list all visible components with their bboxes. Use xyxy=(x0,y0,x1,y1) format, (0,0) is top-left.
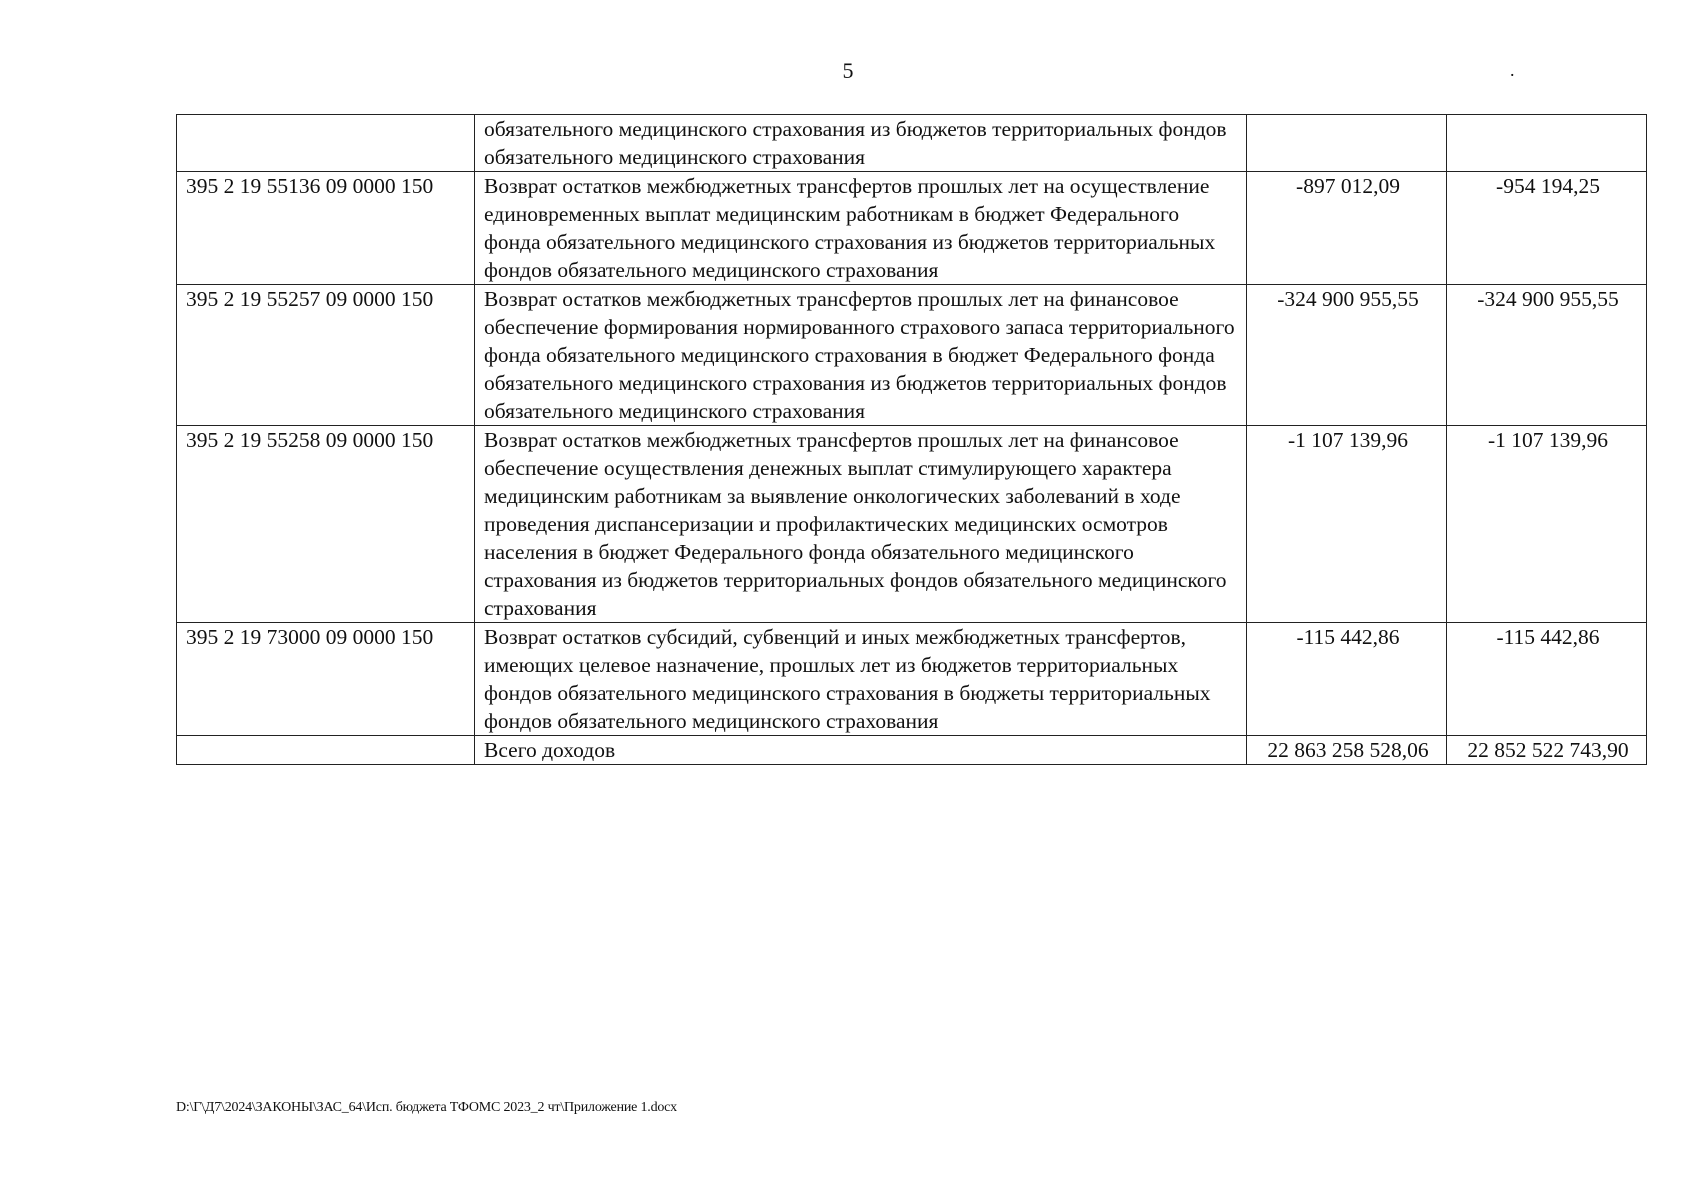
value-2-cell: -1 107 139,96 xyxy=(1447,426,1647,623)
income-name-cell: Возврат остатков межбюджетных трансфертов прошлых лет на финансовое обеспечение осуществления денежных выплат стимулирующего характера медицинским работникам за выявление онкологических заболеваний в ходе проведения диспансеризации и профилактических медицинских осмотров населения в бюджет Федерального фонда обязательного медицинского страхования из бюджетов территориальных фондов обязательного медицинского страхования xyxy=(475,426,1247,623)
income-code-cell: 395 2 19 55257 09 0000 150 xyxy=(177,285,475,426)
income-code-cell: 395 2 19 73000 09 0000 150 xyxy=(177,623,475,736)
total-value-1-cell: 22 863 258 528,06 xyxy=(1247,736,1447,765)
total-label-cell: Всего доходов xyxy=(475,736,1247,765)
income-name-cell: Возврат остатков межбюджетных трансфертов прошлых лет на осуществление единовременных выплат медицинским работникам в бюджет Федерального фонда обязательного медицинского страхования из бюджетов территориальных фондов обязательного медицинского страхования xyxy=(475,172,1247,285)
income-name-cell: обязательного медицинского страхования из бюджетов территориальных фондов обязательного медицинского страхования xyxy=(475,115,1247,172)
value-1-cell: -1 107 139,96 xyxy=(1247,426,1447,623)
value-1-cell xyxy=(1247,115,1447,172)
table-row xyxy=(177,285,1647,426)
table-row xyxy=(177,115,1647,172)
income-name-cell: Возврат остатков межбюджетных трансфертов прошлых лет на финансовое обеспечение формирования нормированного страхового запаса территориального фонда обязательного медицинского страхования в бюджет Федерального фонда обязательного медицинского страхования из бюджетов территориальных фондов обязательного медицинского страхования xyxy=(475,285,1247,426)
value-2-cell: -324 900 955,55 xyxy=(1447,285,1647,426)
value-2-cell: -115 442,86 xyxy=(1447,623,1647,736)
total-value-2-cell: 22 852 522 743,90 xyxy=(1447,736,1647,765)
income-code-cell: 395 2 19 55136 09 0000 150 xyxy=(177,172,475,285)
table-row xyxy=(177,623,1647,736)
table-row xyxy=(177,426,1647,623)
value-2-cell xyxy=(1447,115,1647,172)
total-code-cell xyxy=(177,736,475,765)
income-code-cell: 395 2 19 55258 09 0000 150 xyxy=(177,426,475,623)
page-number: 5 xyxy=(842,58,854,83)
value-1-cell: -897 012,09 xyxy=(1247,172,1447,285)
table-row xyxy=(177,172,1647,285)
total-row xyxy=(177,736,1647,765)
value-1-cell: -115 442,86 xyxy=(1247,623,1447,736)
budget-income-table xyxy=(176,114,1647,765)
income-code-cell xyxy=(177,115,475,172)
value-1-cell: -324 900 955,55 xyxy=(1247,285,1447,426)
footer-file-path: D:\Г\Д7\2024\ЗАКОНЫ\ЗАС_64\Исп. бюджета ТФОМС 2023_2 чт\Приложение 1.docx xyxy=(176,1100,677,1115)
value-2-cell: -954 194,25 xyxy=(1447,172,1647,285)
income-name-cell: Возврат остатков субсидий, субвенций и иных межбюджетных трансфертов, имеющих целевое назначение, прошлых лет из бюджетов территориальных фондов обязательного медицинского страхования в бюджеты территориальных фондов обязательного медицинского страхования xyxy=(475,623,1247,736)
corner-mark: . xyxy=(1510,60,1515,80)
